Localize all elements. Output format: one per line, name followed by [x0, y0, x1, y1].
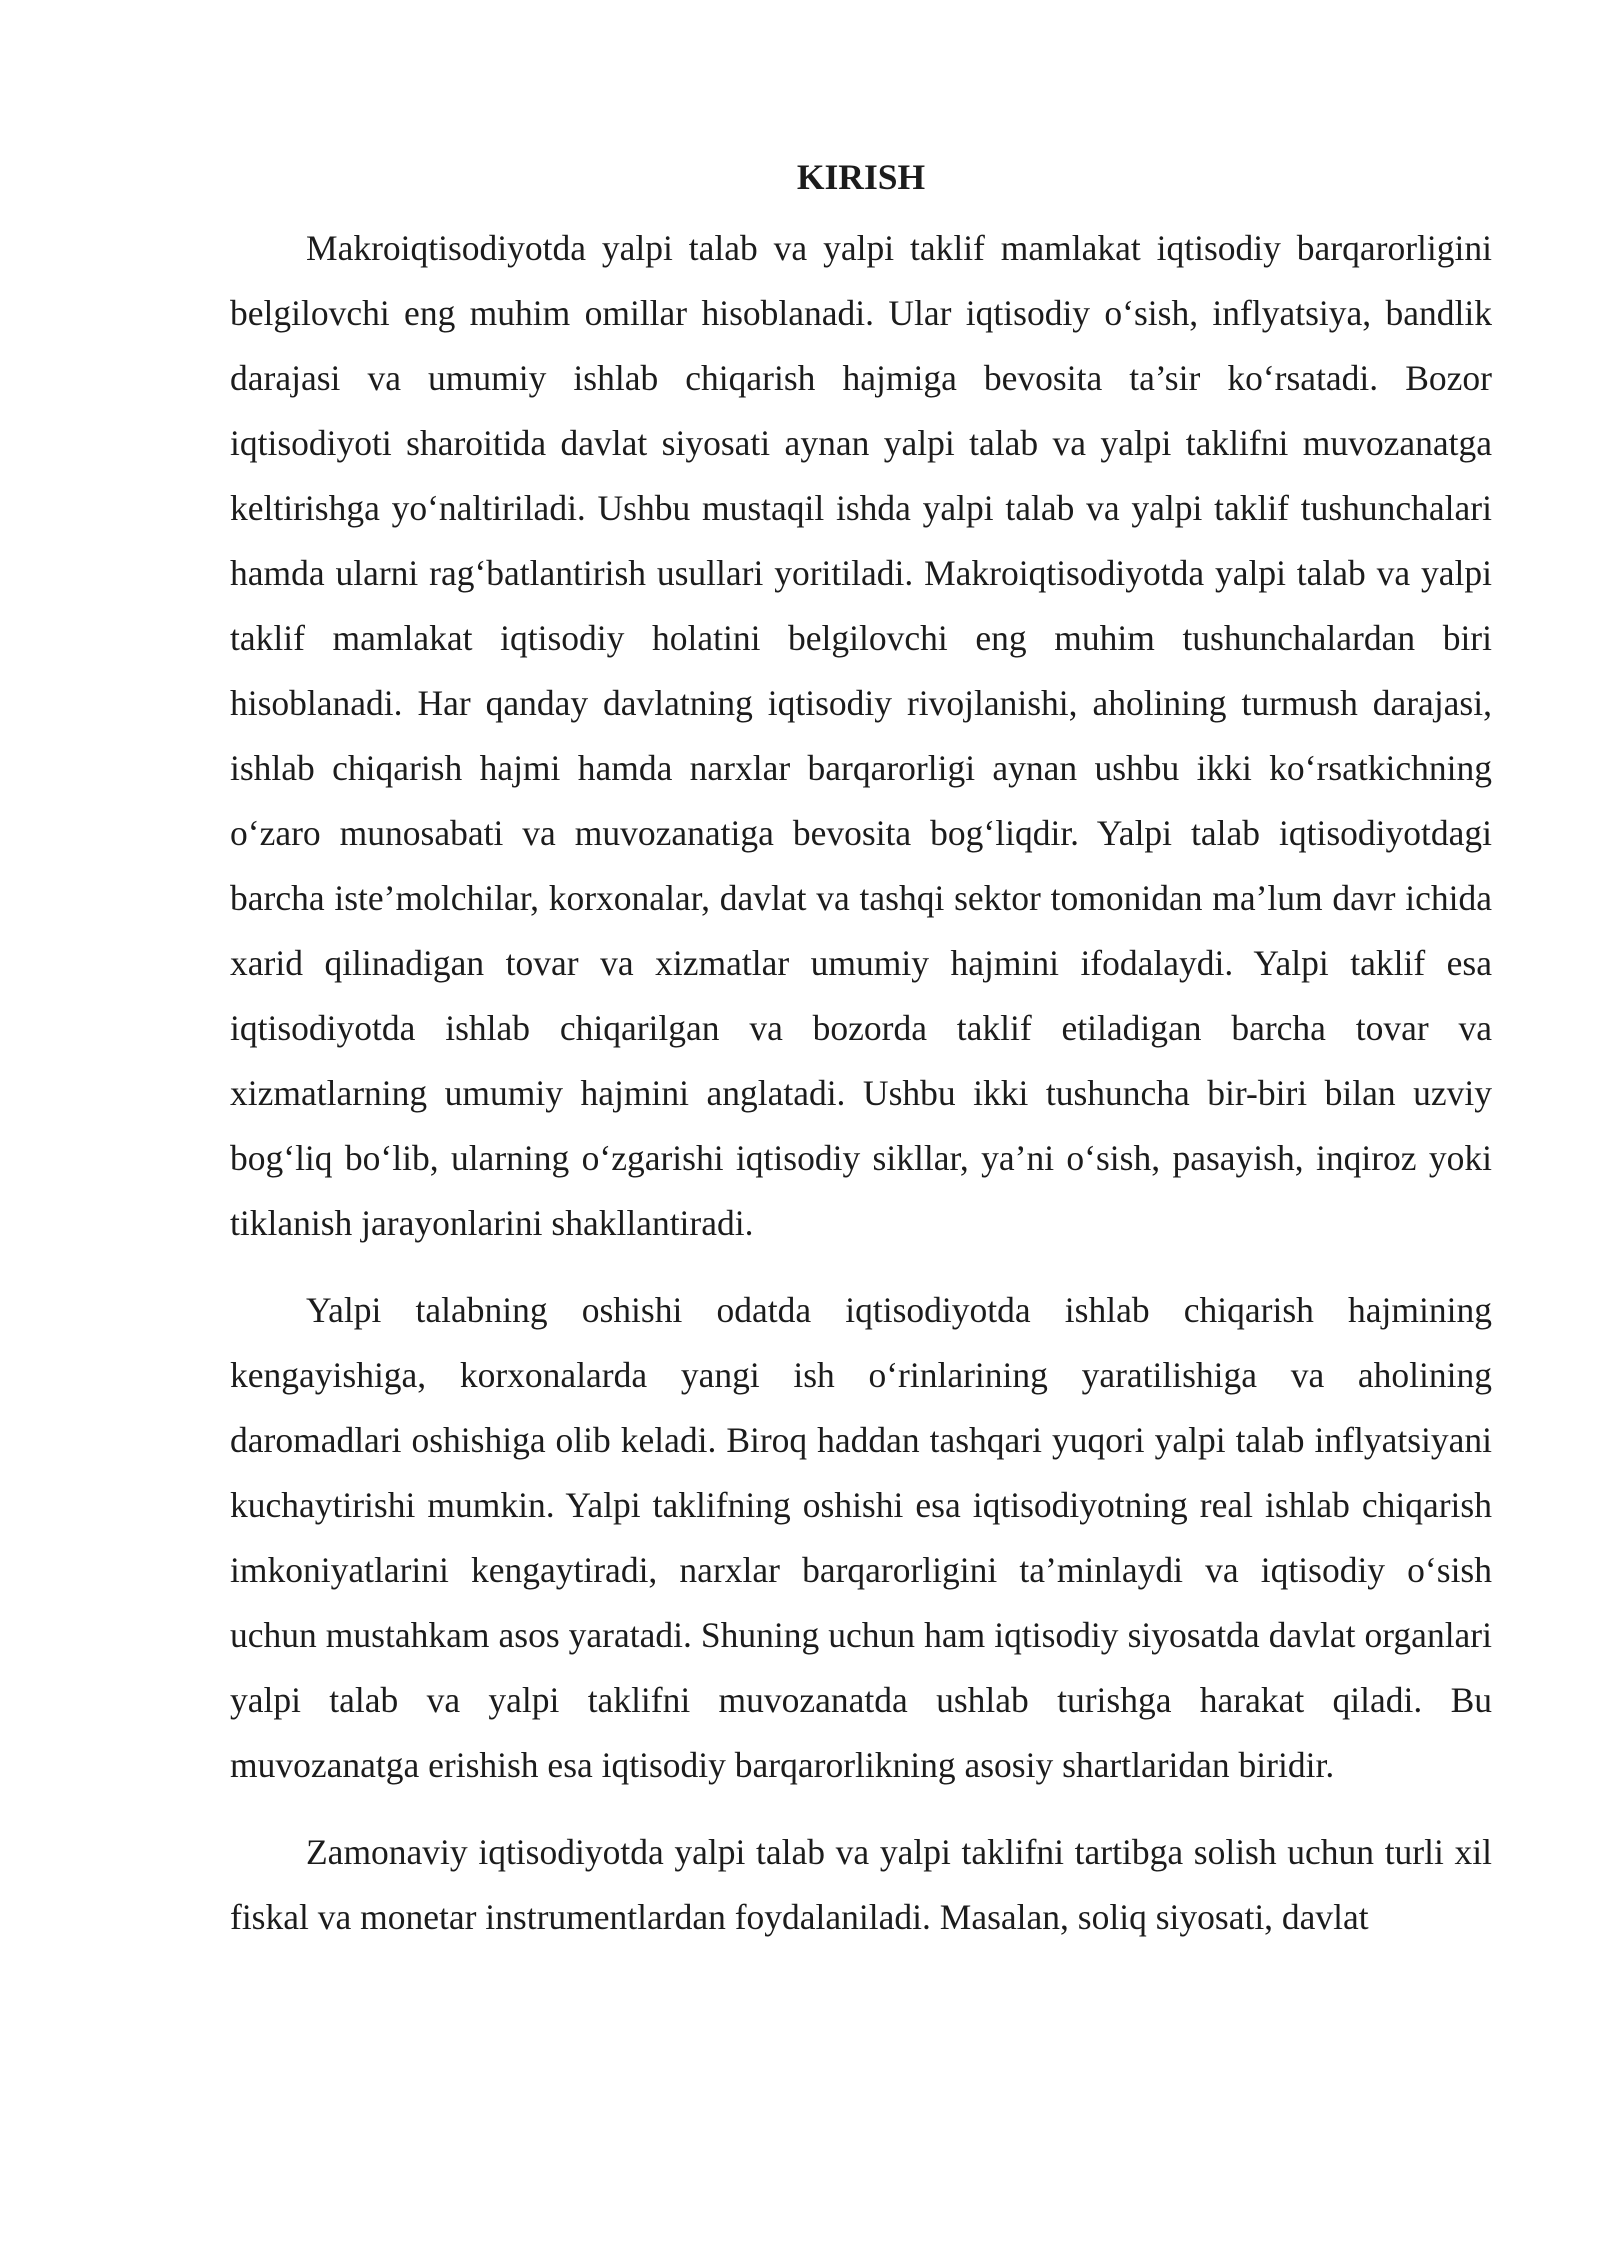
paragraph-3: Zamonaviy iqtisodiyotda yalpi talab va yalpi taklifni tartibga solish uchun turli xil fiskal va monetar instrumentlardan foydalaniladi. Masalan, soliq siyosati, davlat	[230, 1832, 1492, 1937]
document-body	[230, 150, 1492, 1950]
page-heading: KIRISH	[796, 157, 926, 197]
paragraph-2: Yalpi talabning oshishi odatda iqtisodiyotda ishlab chiqarish hajmining kengayishiga, korxonalarda yangi ish o‘rinlarining yaratilishiga va aholining daromadlari oshishiga olib keladi. Biroq haddan tashqari yuqori yalpi talab inflyatsiyani kuchaytirishi mumkin. Yalpi taklifning oshishi esa iqtisodiyotning real ishlab chiqarish imkoniyatlarini kengaytiradi, narxlar barqarorligini ta’minlaydi va iqtisodiy o‘sish uchun mustahkam asos yaratadi. Shuning uchun ham iqtisodiy siyosatda davlat organlari yalpi talab va yalpi taklifni muvozanatda ushlab turishga harakat qiladi. Bu muvozanatga erishish esa iqtisodiy barqarorlikning asosiy shartlaridan biridir.	[230, 1290, 1492, 1785]
paragraph-1: Makroiqtisodiyotda yalpi talab va yalpi taklif mamlakat iqtisodiy barqarorligini belgilovchi eng muhim omillar hisoblanadi. Ular iqtisodiy o‘sish, inflyatsiya, bandlik darajasi va umumiy ishlab chiqarish hajmiga bevosita ta’sir ko‘rsatadi. Bozor iqtisodiyoti sharoitida davlat siyosati aynan yalpi talab va yalpi taklifni muvozanatga keltirishga yo‘naltiriladi. Ushbu mustaqil ishda yalpi talab va yalpi taklif tushunchalari hamda ularni rag‘batlantirish usullari yoritiladi. Makroiqtisodiyotda yalpi talab va yalpi taklif mamlakat iqtisodiy holatini belgilovchi eng muhim tushunchalardan biri hisoblanadi. Har qanday davlatning iqtisodiy rivojlanishi, aholining turmush darajasi, ishlab chiqarish hajmi hamda narxlar barqarorligi aynan ushbu ikki ko‘rsatkichning o‘zaro munosabati va muvozanatiga bevosita bog‘liqdir. Yalpi talab iqtisodiyotdagi barcha iste’molchilar, korxonalar, davlat va tashqi sektor tomonidan ma’lum davr ichida xarid qilinadigan tovar va xizmatlar umumiy hajmini ifodalaydi. Yalpi taklif esa iqtisodiyotda ishlab chiqarilgan va bozorda taklif etiladigan barcha tovar va xizmatlarning umumiy hajmini anglatadi. Ushbu ikki tushuncha bir-biri bilan uzviy bog‘liq bo‘lib, ularning o‘zgarishi iqtisodiy sikllar, ya’ni o‘sish, pasayish, inqiroz yoki tiklanish jarayonlarini shakllantiradi.	[230, 228, 1492, 1243]
